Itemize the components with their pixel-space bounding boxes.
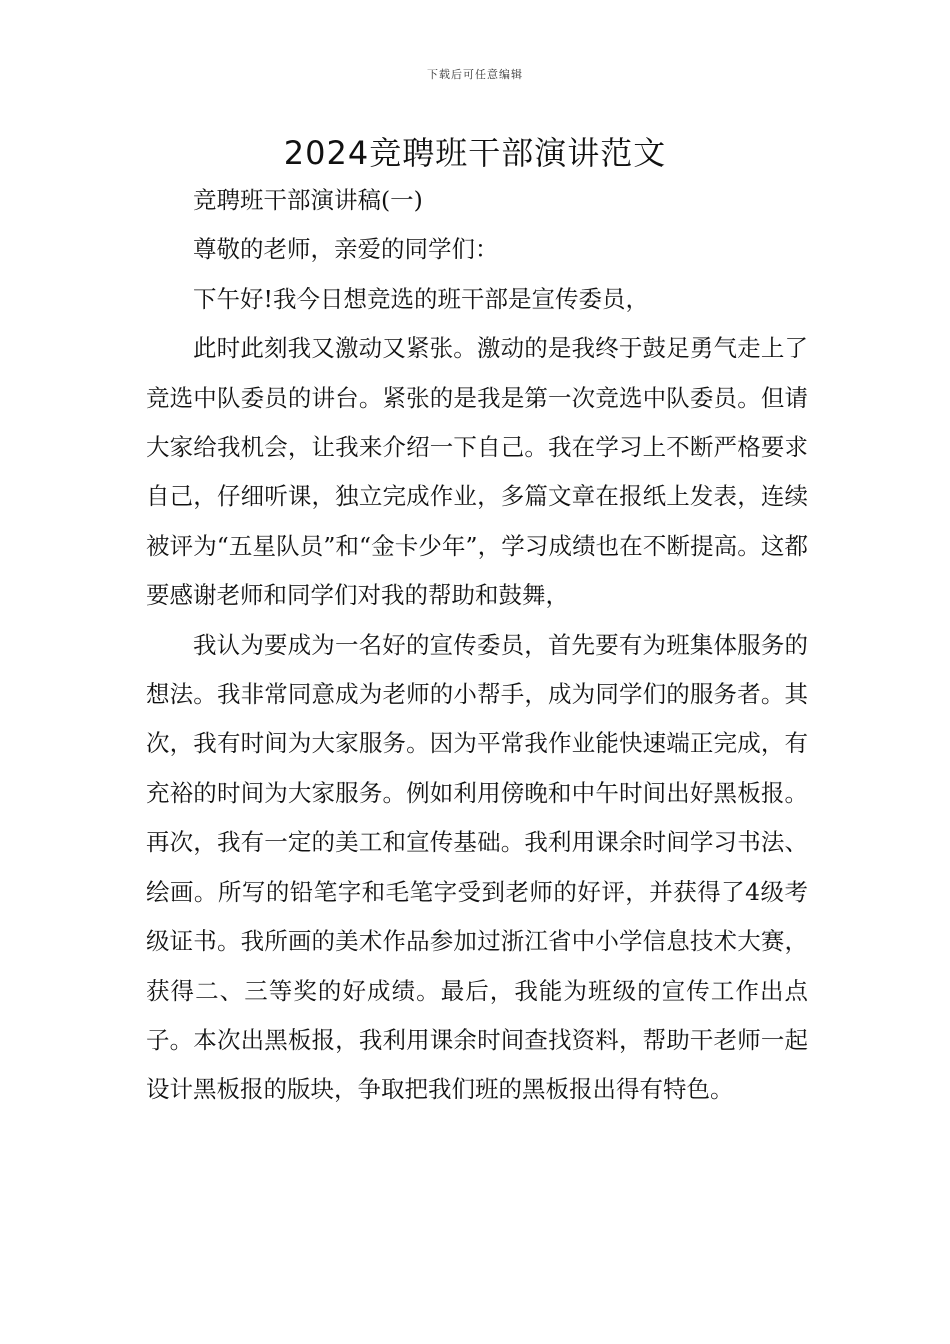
intro-paragraph: 下午好!我今日想竞选的班干部是宣传委员， [193,284,649,313]
document-title: 2024竞聘班干部演讲范文 [283,134,667,172]
body-paragraph-1: 此时此刻我又激动又紧张。激动的是我终于鼓足勇气走上了竞选中队委员的讲台。紧张的是我是第一次竞选中队委员。但请大家给我机会，让我来介绍一下自己。我在学习上不断严格要求自己，仔细听课，独立完成作业，多篇文章在报纸上发表，连续被评为“五星队员”和“金卡少年”，学习成绩也在不断提高。这都要感谢老师和同学们对我的帮助和鼓舞， [146,334,808,610]
header-note: 下载后可任意编辑 [427,68,523,81]
subtitle-paragraph: 竞聘班干部演讲稿(一) [193,186,423,214]
document-body [146,176,808,1115]
body-paragraph-2: 我认为要成为一名好的宣传委员，首先要有为班集体服务的想法。我非常同意成为老师的小帮手，成为同学们的服务者。其次，我有时间为大家服务。因为平常我作业能快速端正完成，有充裕的时间为大家服务。例如利用傍晚和中午时间出好黑板报。再次，我有一定的美工和宣传基础。我利用课余时间学习书法、绘画。所写的铅笔字和毛笔字受到老师的好评，并获得了4级考级证书。我所画的美术作品参加过浙江省中小学信息技术大赛，获得二、三等奖的好成绩。最后，我能为班级的宣传工作出点子。本次出黑板报，我利用课余时间查找资料，帮助干老师一起设计黑板报的版块，争取把我们班的黑板报出得有特色。 [146,630,808,1104]
greeting-paragraph: 尊敬的老师，亲爱的同学们： [193,235,499,264]
